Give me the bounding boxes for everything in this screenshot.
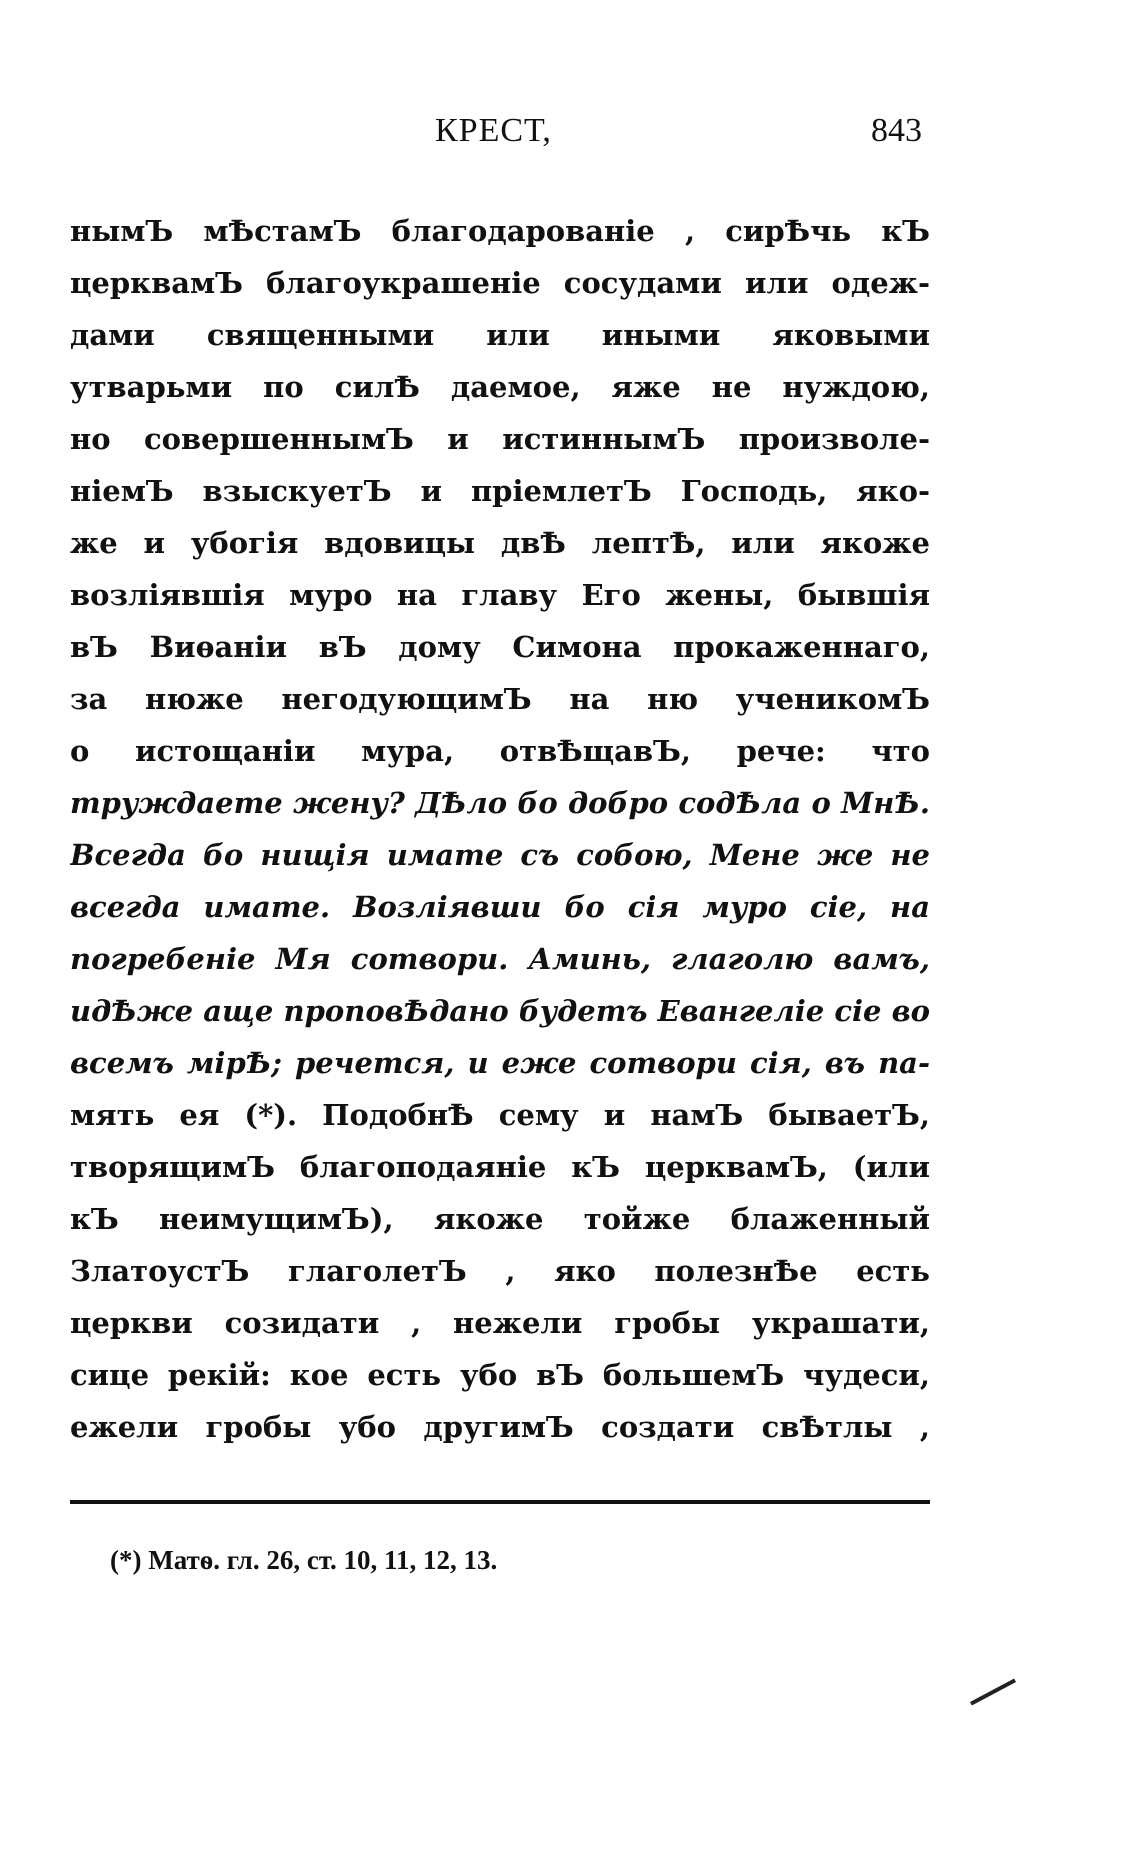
text-line: ежели гробы убо другимЪ создати свѢтлы , [70, 1410, 930, 1444]
text-line: вЪ Виѳаніи вЪ дому Симона прокаженнаго, [70, 630, 930, 664]
text-line: труждаете жену? ДѢло бо добро содѢла о МнѢ. [70, 786, 930, 820]
text-line: мять ея (*). ПодобнѢ сему и намЪ бываетЪ, [70, 1098, 930, 1132]
text-line: но совершеннымЪ и истиннымЪ произволе- [70, 422, 930, 456]
footnote-separator-rule [70, 1500, 930, 1504]
text-line: ніемЪ взыскуетЪ и пріемлетЪ Господь, яко- [70, 474, 930, 508]
text-line: церкви созидати , нежели гробы украшати, [70, 1306, 930, 1340]
text-line: ЗлатоустЪ глаголетЪ , яко полезнѢе есть [70, 1254, 930, 1288]
text-line: нымЪ мѢстамЪ благодарованіе , сирѢчь кЪ [70, 214, 930, 248]
main-text-block [70, 205, 930, 1453]
text-line: утварьми по силѢ даемое, яже не нуждою, [70, 370, 930, 404]
text-line: погребеніе Мя сотвори. Аминь, глаголю вамъ, [70, 942, 930, 976]
page-number: 843 [871, 112, 922, 149]
text-line: творящимЪ благоподаяніе кЪ церквамЪ, (или [70, 1150, 930, 1184]
footnote: (*) Матѳ. гл. 26, ст. 10, 11, 12, 13. [110, 1545, 498, 1575]
text-line: дами священными или иными яковыми [70, 318, 930, 352]
text-line: всемъ мірѢ; речется, и еже сотвори сія, въ па- [70, 1046, 930, 1080]
text-line: о истощаніи мура, отвѢщавЪ, рече: что [70, 734, 930, 768]
ink-mark [970, 1678, 1016, 1705]
text-line: сице рекій: кое есть убо вЪ большемЪ чудеси, [70, 1358, 930, 1392]
text-line: кЪ неимущимЪ), якоже тойже блаженный [70, 1202, 930, 1236]
text-line: Всегда бо нищія имате съ собою, Мене же не [70, 838, 930, 872]
page-header [70, 112, 930, 172]
text-line: церквамЪ благоукрашеніе сосудами или одеж- [70, 266, 930, 300]
text-line: же и убогія вдовицы двѢ лептѢ, или якоже [70, 526, 930, 560]
text-line: всегда имате. Возліявши бо сія муро сіе, на [70, 890, 930, 924]
running-title: КРЕСТ, [435, 112, 552, 149]
text-line: за нюже негодующимЪ на ню ученикомЪ [70, 682, 930, 716]
text-line: возліявшія муро на главу Его жены, бывшія [70, 578, 930, 612]
text-line: идѢже аще проповѢдано будетъ Евангеліе сіе во [70, 994, 930, 1028]
